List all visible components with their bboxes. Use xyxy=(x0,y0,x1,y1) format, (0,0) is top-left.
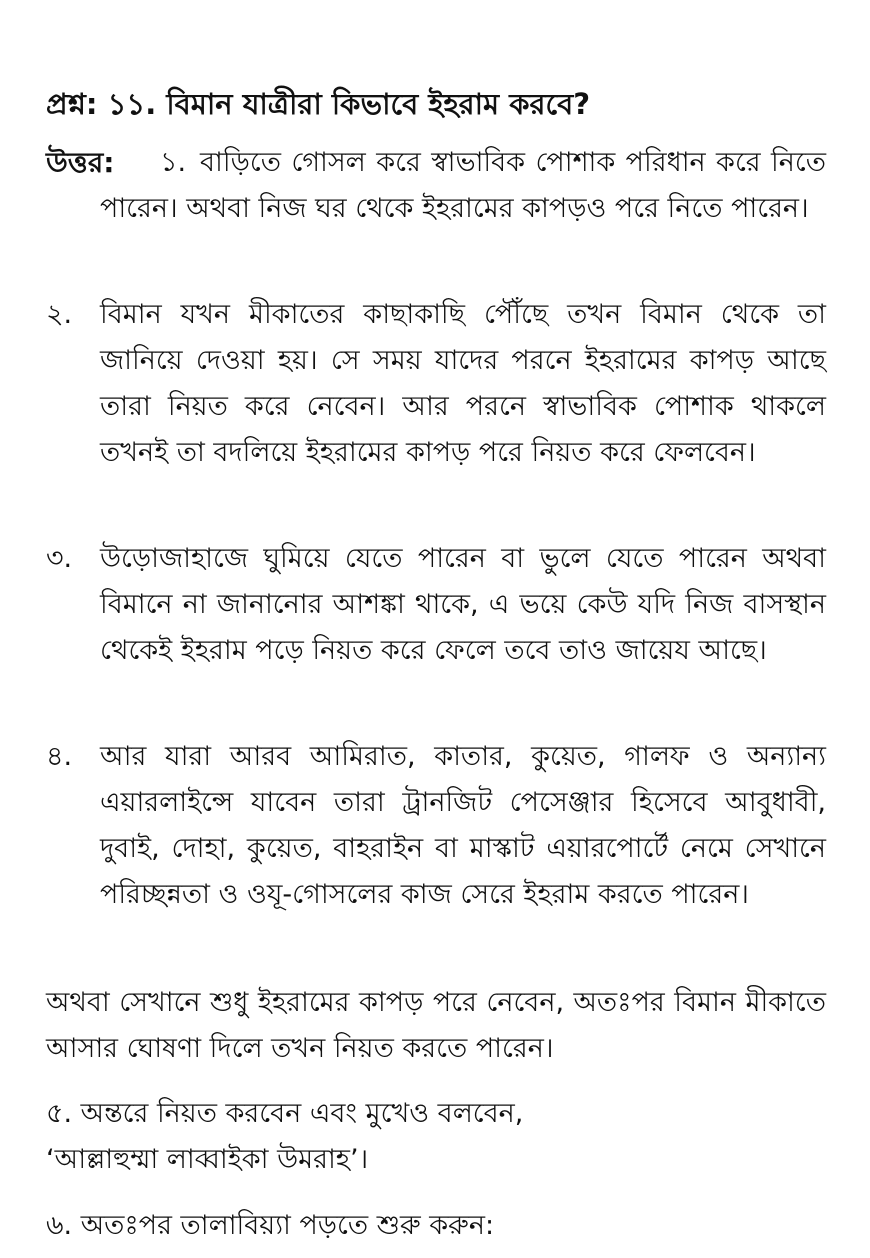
item-5-line-2: ‘আল্লাহুম্মা লাব্বাইকা উমরাহ’। xyxy=(46,1144,369,1175)
item-5-line-1: ৫. অন্তরে নিয়ত করবেন এবং মুখেও বলবেন, xyxy=(46,1098,524,1129)
item-text-1: বাড়িতে গোসল করে স্বাভাবিক পোশাক পরিধান করে নিতে পারেন। অথবা নিজ ঘর থেকে ইহরামের কাপড়ও পরে নিতে পারেন। xyxy=(100,147,826,224)
answer-label: উত্তর: xyxy=(46,146,115,179)
item-number-3: ৩. xyxy=(46,543,73,574)
question-heading: প্রশ্ন: ১১. বিমান যাত্রীরা কিভাবে ইহরাম করবে? xyxy=(46,87,591,121)
item-6-line: ৬. অতঃপর তালাবিয়্যা পড়তে শুরু করুন: xyxy=(46,1210,495,1241)
item-number-2: ২. xyxy=(46,299,73,330)
item-number-4: ৪. xyxy=(46,741,73,772)
body-paragraph: অথবা সেখানে শুধু ইহরামের কাপড় পরে নেবেন, অতঃপর বিমান মীকাতে আসার ঘোষণা দিলে তখন নিয়ত করতে পারেন। xyxy=(46,987,826,1064)
item-text-3: উড়োজাহাজে ঘুমিয়ে যেতে পারেন বা ভুলে যেতে পারেন অথবা বিমানে না জানানোর আশঙ্কা থাকে, এ ভয়ে কেউ যদি নিজ বাসস্থান থেকেই ইহরাম পড়ে নিয়ত করে ফেলে তবে তাও জায়েয আছে। xyxy=(100,543,826,666)
item-text-4: আর যারা আরব আমিরাত, কাতার, কুয়েত, গালফ ও অন্যান্য এয়ারলাইন্সে যাবেন তারা ট্রানজিট পেসেঞ্জার হিসেবে আবুধাবী, দুবাই, দোহা, কুয়েত, বাহরাইন বা মাস্কাট এয়ারপোর্টে নেমে সেখানে পরিচ্ছন্নতা ও ওযূ-গোসলের কাজ সেরে ইহরাম করতে পারেন। xyxy=(100,741,826,910)
item-number-1: ১. xyxy=(160,147,187,178)
item-text-2: বিমান যখন মীকাতের কাছাকাছি পৌঁছে তখন বিমান থেকে তা জানিয়ে দেওয়া হয়। সে সময় যাদের পরনে ইহরামের কাপড় আছে তারা নিয়ত করে নেবেন। আর পরনে স্বাভাবিক পোশাক থাকলে তখনই তা বদলিয়ে ইহরামের কাপড় পরে নিয়ত করে ফেলবেন। xyxy=(100,299,826,468)
